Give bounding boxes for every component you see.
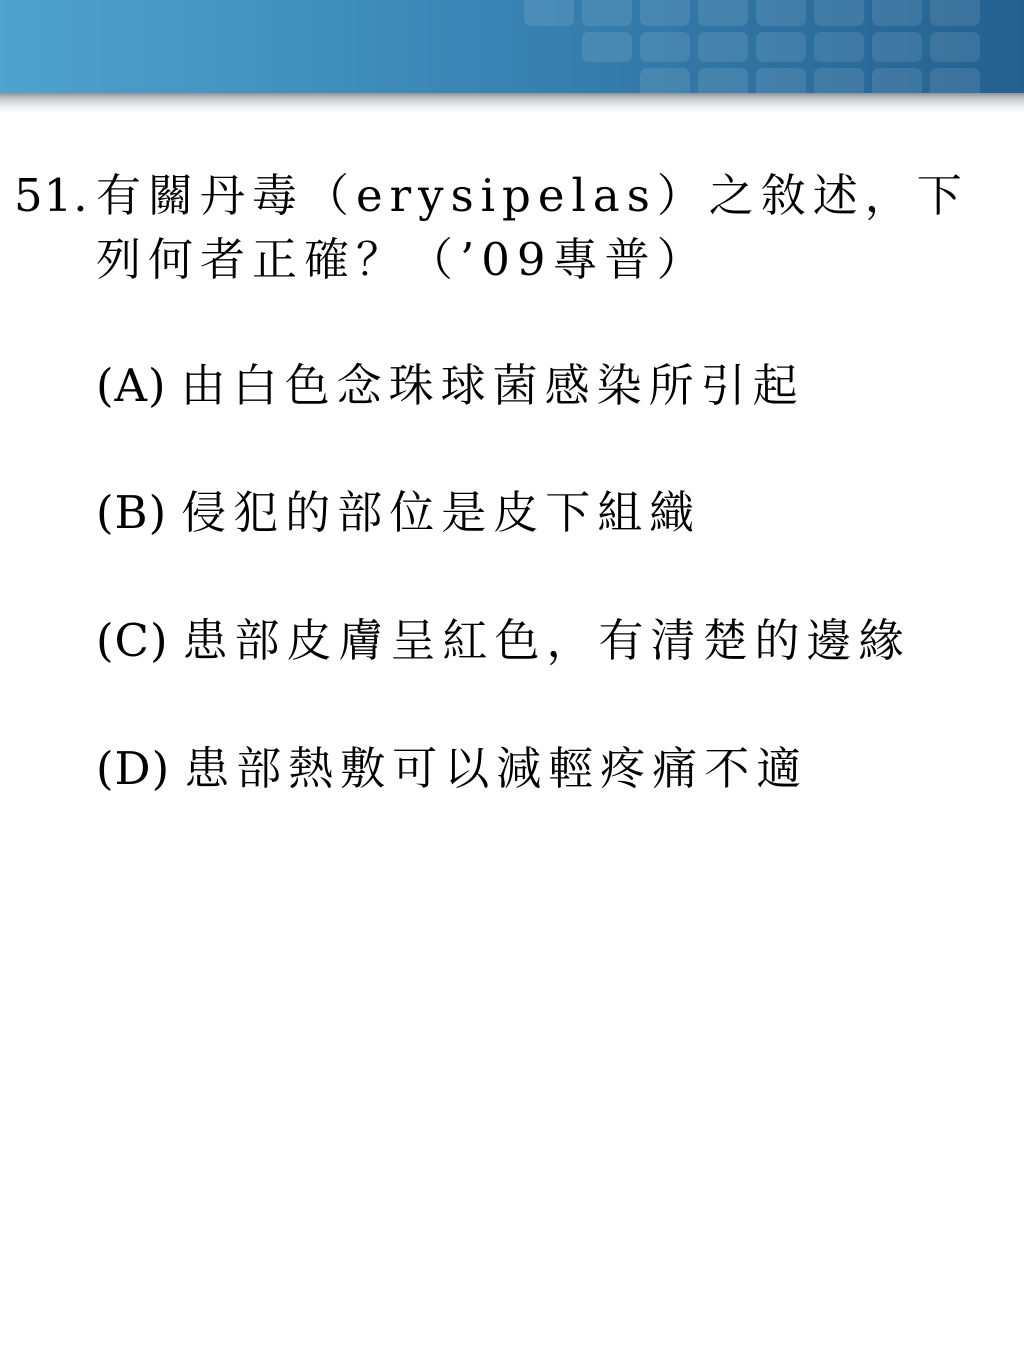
option-b <box>96 481 701 545</box>
question-text: 有關丹毒（erysipelas）之敘述，下列何者正確？（’09專普） <box>96 169 969 286</box>
option-text: 侵犯的部位是皮下組織 <box>181 486 702 539</box>
option-text: 由白色念珠球菌感染所引起 <box>180 359 805 412</box>
option-label: (D) <box>96 742 171 795</box>
question-number: 51. <box>14 169 89 222</box>
option-c <box>96 609 911 673</box>
option-label: (C) <box>96 614 169 667</box>
option-text: 患部皮膚呈紅色，有清楚的邊緣 <box>182 614 911 667</box>
option-a <box>96 354 805 418</box>
option-d <box>96 737 808 801</box>
option-label: (B) <box>96 486 168 539</box>
option-label: (A) <box>96 359 167 412</box>
option-text: 患部熱敷可以減輕疼痛不適 <box>184 742 809 795</box>
